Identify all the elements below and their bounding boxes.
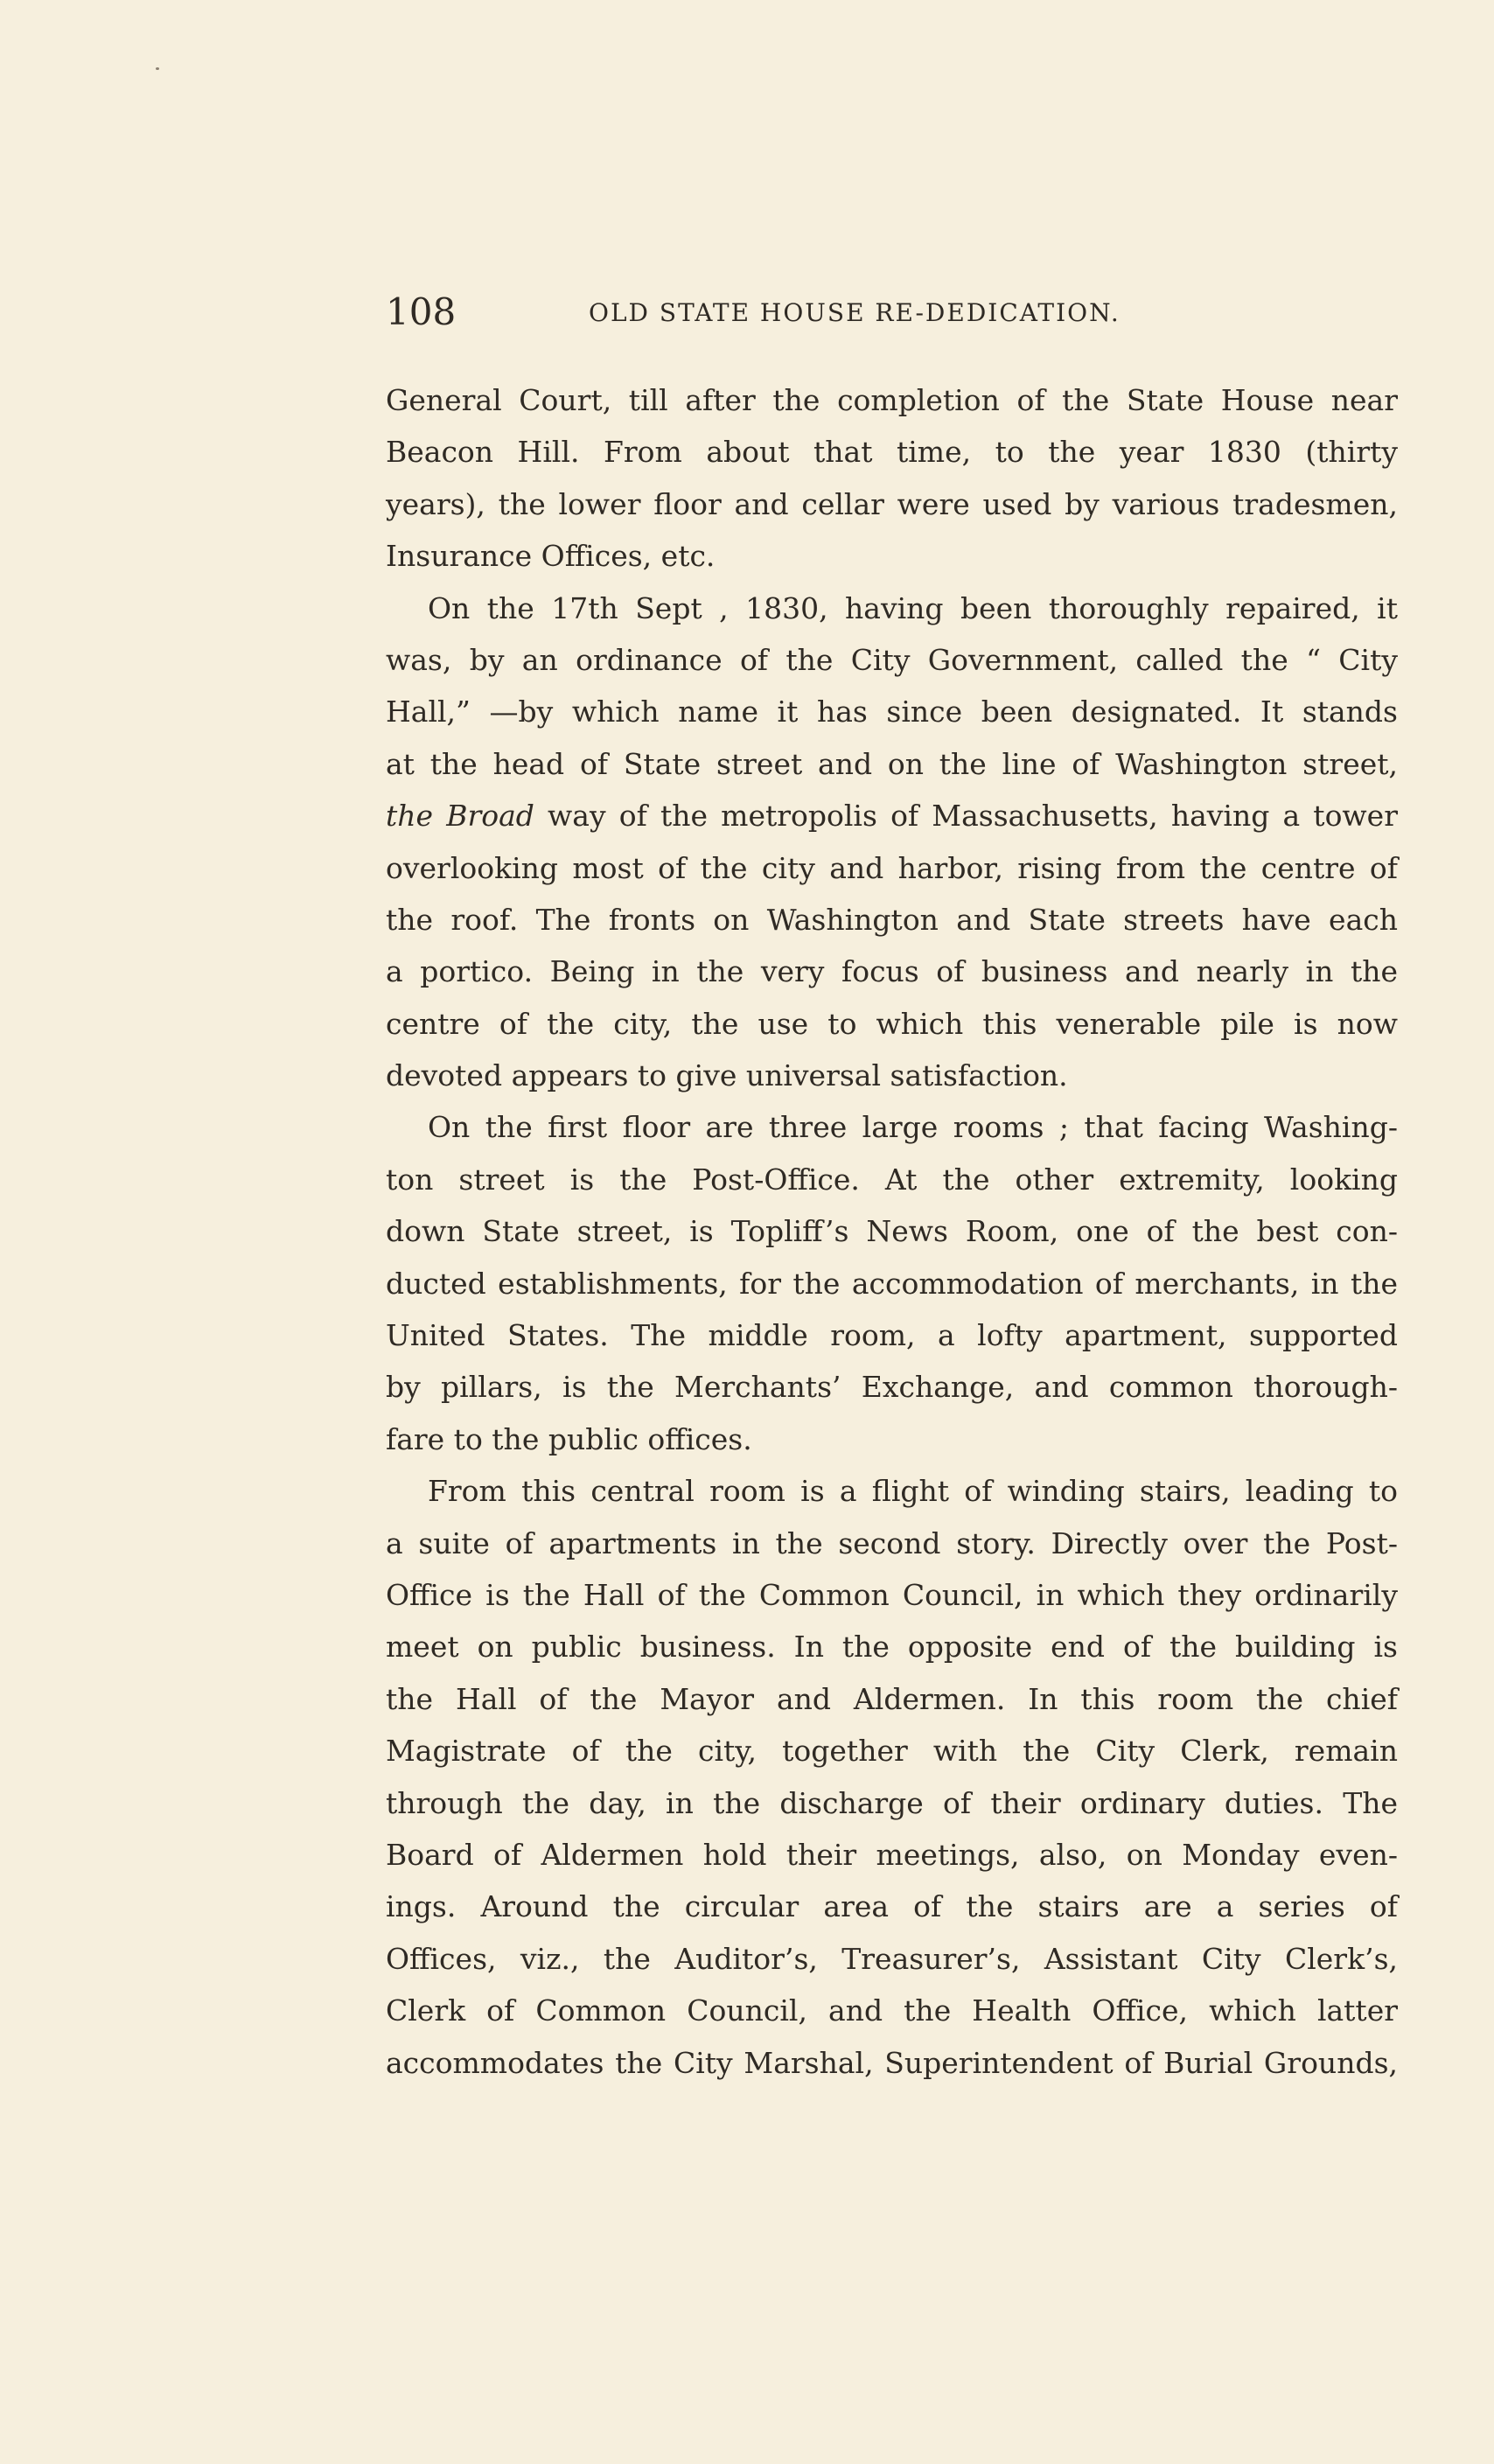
text-line: United States. The middle room, a lofty apartment, supported (386, 1318, 1398, 1353)
italic-phrase: the Broad (386, 799, 534, 834)
page-header (386, 286, 1260, 339)
text-line: From this central room is a flight of winding stairs, leading to (428, 1474, 1398, 1509)
text-line (386, 790, 1398, 841)
text-line: fare to the public offices. (386, 1421, 752, 1456)
text-line: accommodates the City Marshal, Superintendent of Burial Grounds, (386, 2045, 1398, 2080)
line-remainder: way of the metropolis of Massachusetts, having a tower (534, 799, 1398, 834)
text-line: Magistrate of the city, together with the City Clerk, remain (386, 1734, 1398, 1769)
text-line: through the day, in the discharge of their ordinary duties. The (386, 1785, 1398, 1820)
text-line: the Hall of the Mayor and Aldermen. In this room the chief (386, 1681, 1398, 1716)
text-line: at the head of State street and on the line of Washington street, (386, 746, 1398, 781)
text-line: Insurance Offices, etc. (386, 539, 716, 574)
text-line: Office is the Hall of the Common Council, in which they ordinarily (386, 1577, 1398, 1612)
body-text (386, 374, 1398, 2089)
text-line: Board of Aldermen hold their meetings, also, on Monday even- (386, 1837, 1398, 1872)
text-line: the roof. The fronts on Washington and State streets have each (386, 902, 1398, 937)
text-line: was, by an ordinance of the City Government, called the “ City (386, 642, 1398, 677)
text-line: overlooking most of the city and harbor, rising from the centre of (386, 850, 1398, 885)
text-line: ton street is the Post-Office. At the other extremity, looking (386, 1162, 1398, 1197)
text-line: centre of the city, the use to which this venerable pile is now (386, 1006, 1398, 1041)
text-line: Beacon Hill. From about that time, to the year 1830 (thirty (386, 435, 1398, 470)
text-line: ings. Around the circular area of the stairs are a series of (386, 1889, 1398, 1924)
text-line: General Court, till after the completion of the State House near (386, 383, 1398, 417)
text-line: by pillars, is the Merchants’ Exchange, and common thorough- (386, 1370, 1398, 1405)
text-line: down State street, is Topliff’s News Room, one of the best con- (386, 1214, 1398, 1249)
text-line: Clerk of Common Council, and the Health Office, which latter (386, 1993, 1398, 2028)
text-line: years), the lower floor and cellar were used by various tradesmen, (386, 486, 1398, 521)
text-line: a suite of apartments in the second story. Directly over the Post- (386, 1525, 1398, 1560)
text-line: Offices, viz., the Auditor’s, Treasurer’s, Assistant City Clerk’s, (386, 1941, 1398, 1976)
paper-speck (156, 67, 159, 70)
text-line: ducted establishments, for the accommodation of merchants, in the (386, 1266, 1398, 1301)
text-line: Hall,” —by which name it has since been designated. It stands (386, 695, 1398, 729)
text-line: a portico. Being in the very focus of business and nearly in the (386, 954, 1398, 989)
running-title: OLD STATE HOUSE RE-DEDICATION. (589, 298, 1120, 327)
page-number: 108 (386, 290, 457, 333)
text-line: devoted appears to give universal satisfaction. (386, 1058, 1068, 1093)
text-line: On the 17th Sept , 1830, having been thoroughly repaired, it (428, 590, 1398, 625)
text-line: meet on public business. In the opposite end of the building is (386, 1630, 1398, 1665)
text-line: On the first floor are three large rooms ; that facing Washing- (428, 1110, 1398, 1145)
